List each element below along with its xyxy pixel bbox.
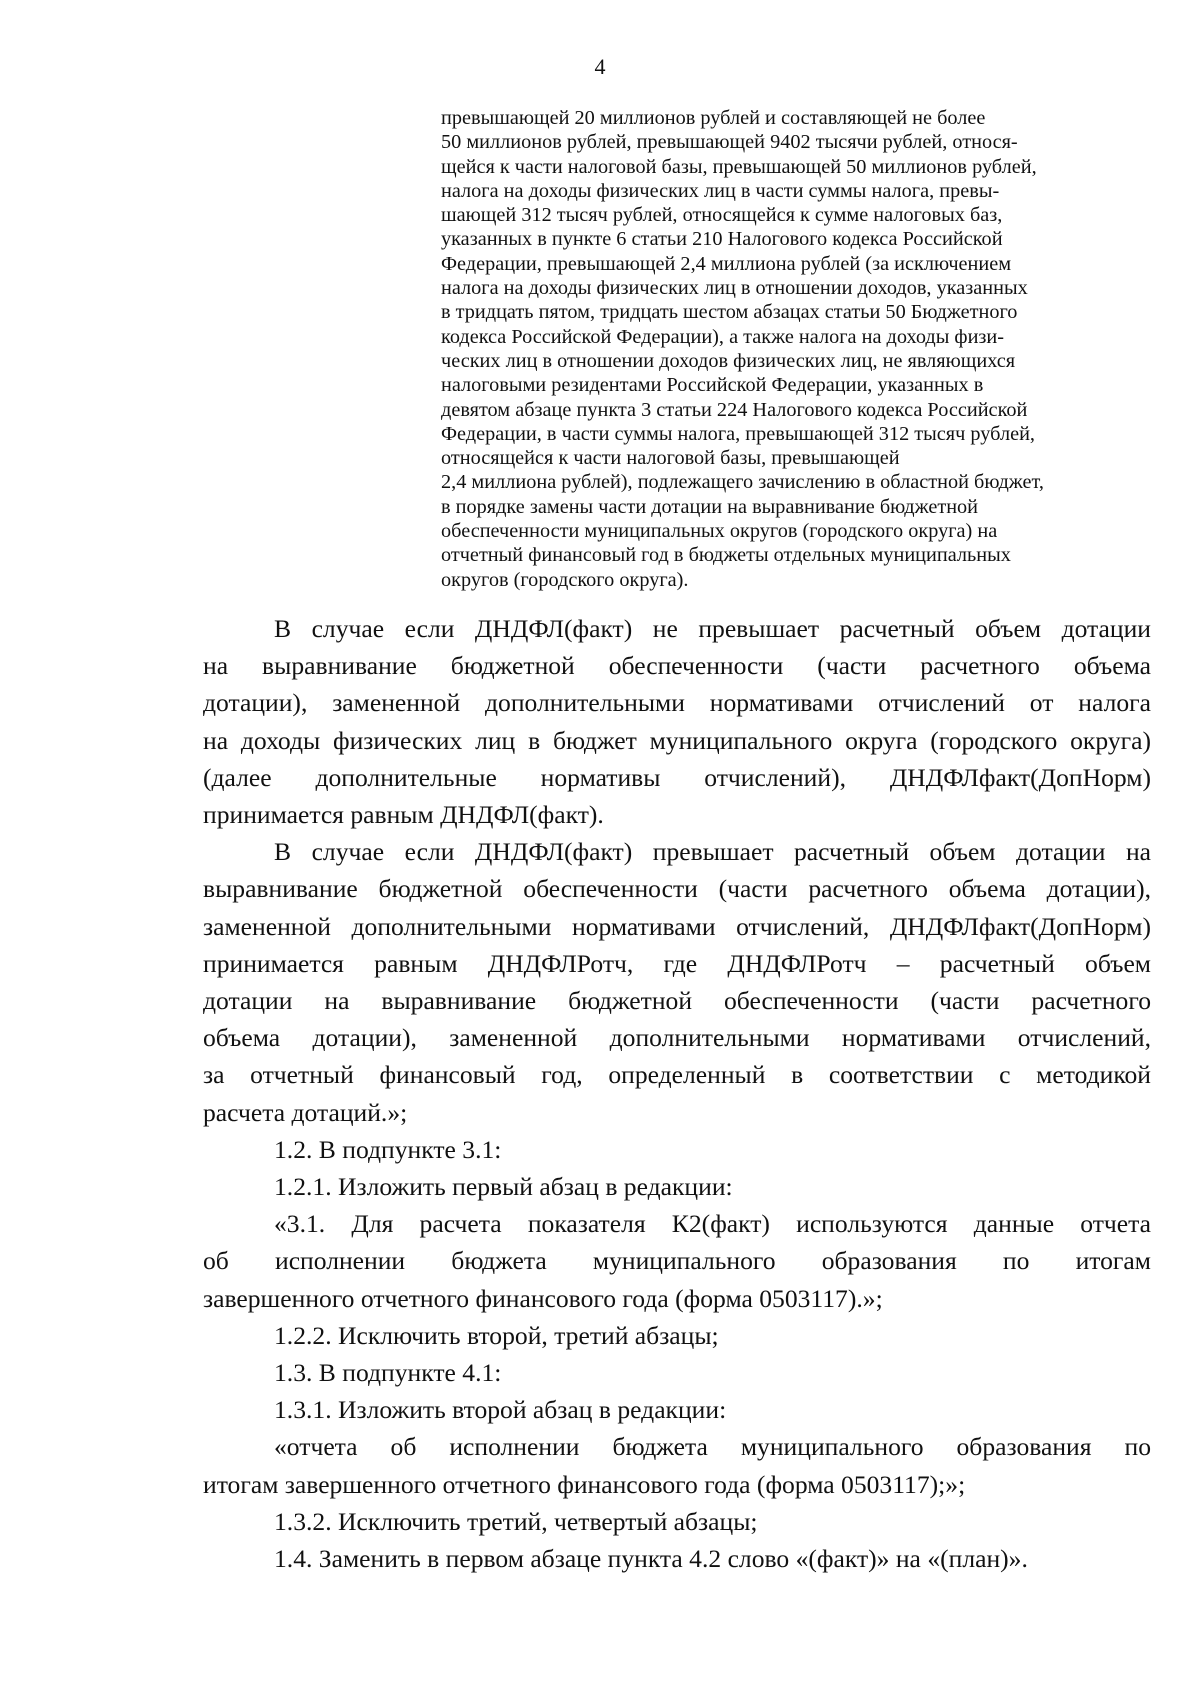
note-line: Федерации, в части суммы налога, превышающей 312 тысяч рублей,: [441, 422, 1035, 445]
body-line: «3.1. Для расчета показателя К2(факт) используются данные отчета: [274, 1209, 1151, 1239]
note-line: 50 миллионов рублей, превышающей 9402 тысячи рублей, относя-: [441, 131, 1018, 154]
body-line: завершенного отчетного финансового года (форма 0503117).»;: [203, 1283, 883, 1313]
body-line: 1.4. Заменить в первом абзаце пункта 4.2 слово «(факт)» на «(план)».: [274, 1544, 1028, 1574]
note-line: в тридцать пятом, тридцать шестом абзацах статьи 50 Бюджетного: [441, 301, 1018, 324]
body-line: 1.2. В подпункте 3.1:: [274, 1134, 502, 1164]
body-line: (далее дополнительные нормативы отчислений), ДНДФЛфакт(ДопНорм): [203, 762, 1151, 792]
body-line: об исполнении бюджета муниципального образования по итогам: [203, 1246, 1151, 1276]
note-line: отчетный финансовый год в бюджеты отдельных муниципальных: [441, 544, 1011, 567]
body-line: 1.3.2. Исключить третий, четвертый абзацы;: [274, 1506, 758, 1536]
body-line: объема дотации), замененной дополнительными нормативами отчислений,: [203, 1023, 1151, 1053]
body-line: принимается равным ДНДФЛРотч, где ДНДФЛРотч – расчетный объем: [203, 948, 1151, 978]
note-line: обеспеченности муниципальных округов (городского округа) на: [441, 520, 998, 543]
body-line: за отчетный финансовый год, определенный в соответствии с методикой: [203, 1060, 1151, 1090]
note-line: указанных в пункте 6 статьи 210 Налогового кодекса Российской: [441, 228, 1003, 251]
note-line: 2,4 миллиона рублей), подлежащего зачислению в областной бюджет,: [441, 471, 1044, 494]
note-line: относящейся к части налоговой базы, превышающей: [441, 447, 900, 470]
body-line: «отчета об исполнении бюджета муниципального образования по: [274, 1432, 1151, 1462]
body-line: на доходы физических лиц в бюджет муниципального округа (городского округа): [203, 725, 1151, 755]
body-line: итогам завершенного отчетного финансового года (форма 0503117);»;: [203, 1469, 966, 1499]
note-line: округов (городского округа).: [441, 568, 689, 591]
body-line: 1.3.1. Изложить второй абзац в редакции:: [274, 1395, 727, 1425]
note-line: Федерации, превышающей 2,4 миллиона рублей (за исключением: [441, 252, 1012, 275]
note-line: налога на доходы физических лиц в отношении доходов, указанных: [441, 277, 1028, 300]
body-line: 1.3. В подпункте 4.1:: [274, 1358, 502, 1388]
note-line: шающей 312 тысяч рублей, относящейся к сумме налоговых баз,: [441, 204, 1003, 227]
note-line: налоговыми резидентами Российской Федерации, указанных в: [441, 374, 984, 397]
note-block: [441, 106, 1141, 592]
body-line: принимается равным ДНДФЛ(факт).: [203, 800, 604, 830]
body-line: дотации на выравнивание бюджетной обеспеченности (части расчетного: [203, 986, 1151, 1016]
body-line: на выравнивание бюджетной обеспеченности (части расчетного объема: [203, 651, 1151, 681]
note-line: щейся к части налоговой базы, превышающей 50 миллионов рублей,: [441, 155, 1037, 178]
body-line: замененной дополнительными нормативами отчислений, ДНДФЛфакт(ДопНорм): [203, 911, 1151, 941]
note-line: налога на доходы физических лиц в части суммы налога, превы-: [441, 179, 1000, 202]
body-line: 1.2.1. Изложить первый абзац в редакции:: [274, 1172, 733, 1202]
note-line: кодекса Российской Федерации), а также налога на доходы физи-: [441, 325, 1005, 348]
body-line: дотации), замененной дополнительными нормативами отчислений от налога: [203, 688, 1151, 718]
note-line: девятом абзаце пункта 3 статьи 224 Налогового кодекса Российской: [441, 398, 1028, 421]
body-line: В случае если ДНДФЛ(факт) превышает расчетный объем дотации на: [274, 837, 1151, 867]
note-line: в порядке замены части дотации на выравнивание бюджетной: [441, 495, 979, 518]
page-number: 4: [594, 54, 606, 79]
body-text: [203, 610, 1151, 1577]
body-line: выравнивание бюджетной обеспеченности (части расчетного объема дотации),: [203, 874, 1151, 904]
body-line: В случае если ДНДФЛ(факт) не превышает расчетный объем дотации: [274, 614, 1151, 643]
body-line: расчета дотаций.»;: [203, 1097, 408, 1127]
note-line: превышающей 20 миллионов рублей и составляющей не более: [441, 107, 986, 129]
body-line: 1.2.2. Исключить второй, третий абзацы;: [274, 1320, 719, 1350]
note-line: ческих лиц в отношении доходов физических лиц, не являющихся: [441, 349, 1016, 372]
